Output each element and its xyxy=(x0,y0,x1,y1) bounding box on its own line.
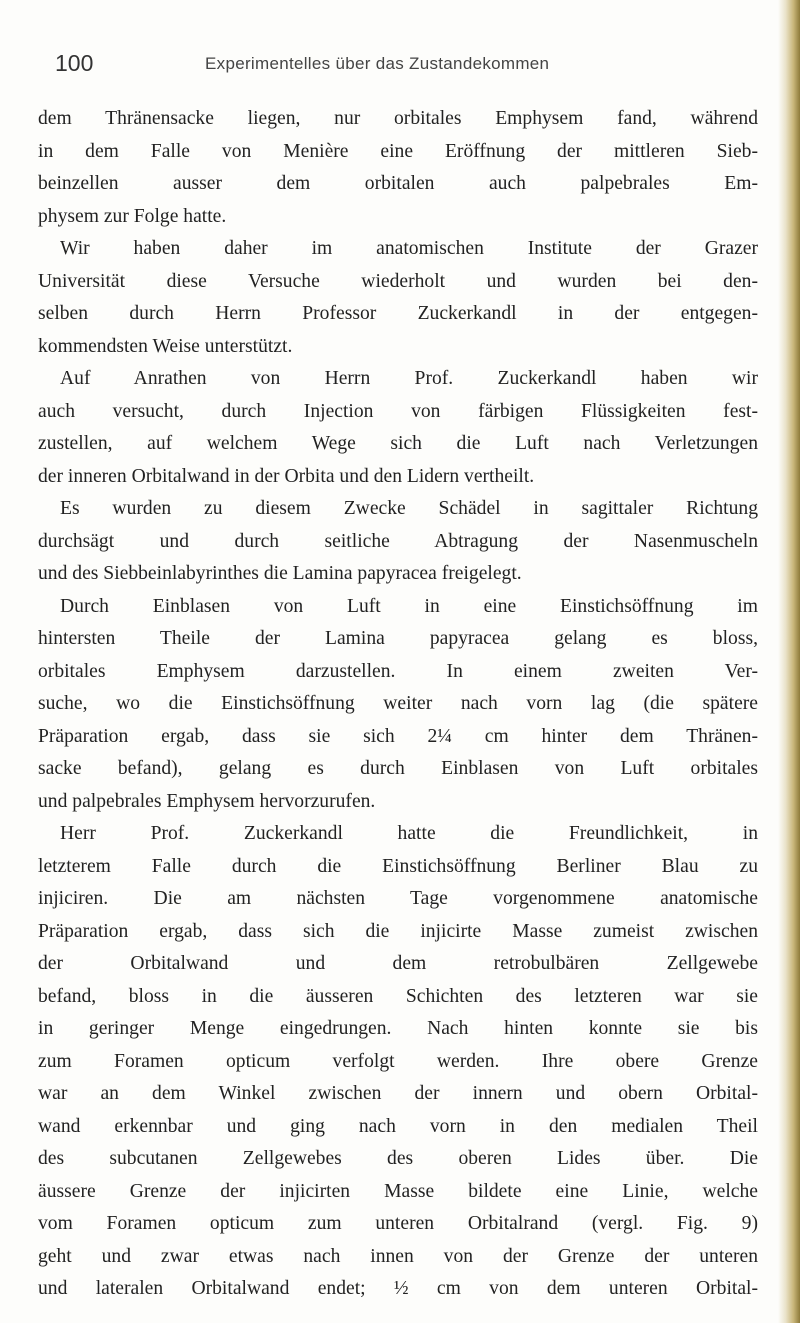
text-line: Präparation ergab, dass sich die injicirte Masse zumeist zwischen xyxy=(38,920,758,942)
text-line: selben durch Herrn Professor Zuckerkandl in der entgegen- xyxy=(38,303,758,324)
text-line: in geringer Menge eingedrungen. Nach hinten konnte sie bis xyxy=(38,1018,758,1039)
text-line: und des Siebbeinlabyrinthes die Lamina papyracea freigelegt. xyxy=(38,563,522,584)
text-line: Auf Anrathen von Herrn Prof. Zuckerkandl haben wir xyxy=(60,368,758,389)
text-line: vom Foramen opticum zum unteren Orbitalrand (vergl. Fig. 9) xyxy=(38,1213,758,1234)
running-title: Experimentelles über das Zustandekommen xyxy=(205,54,550,73)
text-line: suche, wo die Einstichsöffnung weiter nach vorn lag (die spätere xyxy=(38,693,758,714)
text-line: Durch Einblasen von Luft in eine Einstichsöffnung im xyxy=(60,595,758,617)
text-line: letzterem Falle durch die Einstichsöffnung Berliner Blau zu xyxy=(38,855,758,877)
text-line: zum Foramen opticum verfolgt werden. Ihre obere Grenze xyxy=(38,1050,758,1072)
page-number: 100 xyxy=(55,50,94,76)
text-line: Universität diese Versuche wiederholt und wurden bei den- xyxy=(38,270,758,292)
text-line: in dem Falle von Menière eine Eröffnung der mittleren Sieb- xyxy=(38,140,758,162)
text-line: dem Thränensacke liegen, nur orbitales Emphysem fand, während xyxy=(38,108,758,129)
text-line: orbitales Emphysem darzustellen. In einem zweiten Ver- xyxy=(38,660,758,682)
text-line: geht und zwar etwas nach innen von der Grenze der unteren xyxy=(38,1245,758,1267)
text-line: zustellen, auf welchem Wege sich die Luft nach Verletzungen xyxy=(38,433,758,454)
text-line: kommendsten Weise unterstützt. xyxy=(38,335,293,357)
text-line: der inneren Orbitalwand in der Orbita und den Lidern vertheilt. xyxy=(38,465,535,487)
text-line: und lateralen Orbitalwand endet; ½ cm von dem unteren Orbital- xyxy=(38,1278,758,1299)
text-line: und palpebrales Emphysem hervorzurufen. xyxy=(38,790,376,812)
text-line: Es wurden zu diesem Zwecke Schädel in sagittaler Richtung xyxy=(60,498,758,519)
text-line: auch versucht, durch Injection von färbigen Flüssigkeiten fest- xyxy=(38,400,758,422)
text-line: des subcutanen Zellgewebes des oberen Lides über. Die xyxy=(38,1148,758,1169)
text-line: Herr Prof. Zuckerkandl hatte die Freundlichkeit, in xyxy=(60,823,758,844)
text-line: sacke befand), gelang es durch Einblasen von Luft orbitales xyxy=(38,758,758,779)
page-header xyxy=(55,48,735,88)
text-line: befand, bloss in die äusseren Schichten des letzteren war sie xyxy=(38,985,758,1007)
text-line: injiciren. Die am nächsten Tage vorgenommene anatomische xyxy=(38,888,758,909)
text-line: Wir haben daher im anatomischen Institute der Grazer xyxy=(60,238,758,259)
text-line: beinzellen ausser dem orbitalen auch palpebrales Em- xyxy=(38,173,758,194)
text-line: hintersten Theile der Lamina papyracea gelang es bloss, xyxy=(38,628,758,649)
text-line: wand erkennbar und ging nach vorn in den medialen Theil xyxy=(38,1115,758,1137)
text-line: durchsägt und durch seitliche Abtragung der Nasenmuscheln xyxy=(38,530,758,552)
page-edge-shadow xyxy=(778,0,800,1323)
text-line: der Orbitalwand und dem retrobulbären Zellgewebe xyxy=(38,953,758,974)
text-line: äussere Grenze der injicirten Masse bildete eine Linie, welche xyxy=(38,1180,758,1202)
body-text xyxy=(38,103,758,1306)
text-line: Präparation ergab, dass sie sich 2¼ cm hinter dem Thränen- xyxy=(38,725,758,747)
text-line: war an dem Winkel zwischen der innern und obern Orbital- xyxy=(38,1083,758,1104)
text-line: physem zur Folge hatte. xyxy=(38,205,227,227)
